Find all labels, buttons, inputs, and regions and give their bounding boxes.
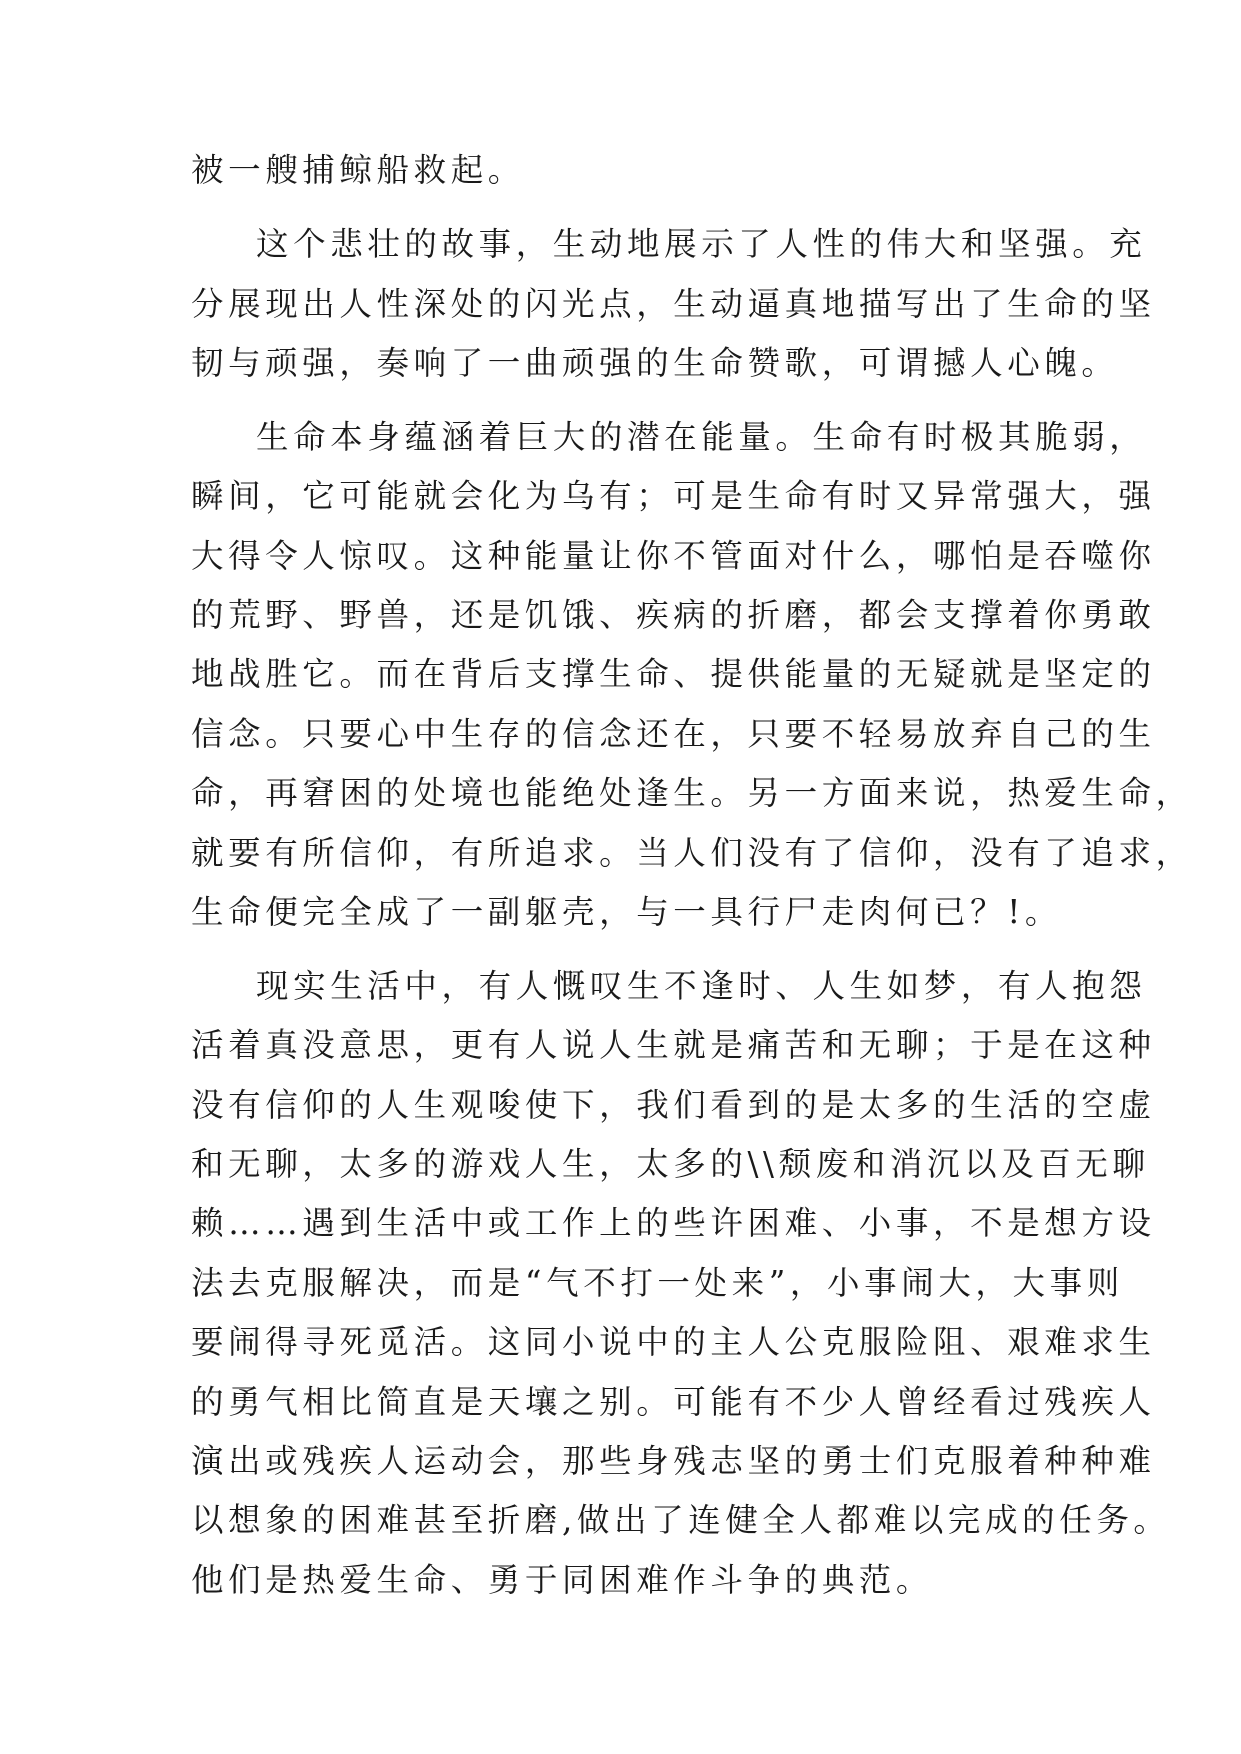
- text-line: 就要有所信仰，有所追求。当人们没有了信仰，没有了追求，: [191, 834, 1193, 872]
- text-line: 的勇气相比简直是天壤之别。可能有不少人曾经看过残疾人: [191, 1383, 1156, 1421]
- text-line: 活着真没意思，更有人说人生就是痛苦和无聊；于是在这种: [191, 1026, 1156, 1064]
- text-line: 以想象的困难甚至折磨,做出了连健全人都难以完成的任务。: [191, 1501, 1171, 1539]
- text-line: 韧与顽强，奏响了一曲顽强的生命赞歌，可谓撼人心魄。: [191, 344, 1119, 382]
- text-line: 的荒野、野兽，还是饥饿、疾病的折磨，都会支撑着你勇敢: [191, 596, 1156, 634]
- text-line: 被一艘捕鲸船救起。: [191, 151, 525, 189]
- text-line: 命，再窘困的处境也能绝处逢生。另一方面来说，热爱生命，: [191, 774, 1193, 812]
- text-line: 分展现出人性深处的闪光点，生动逼真地描写出了生命的坚: [191, 285, 1156, 323]
- text-line: 和无聊，太多的游戏人生，太多的\\颓废和消沉以及百无聊: [191, 1145, 1150, 1183]
- text-line: 赖……遇到生活中或工作上的些许困难、小事，不是想方设: [191, 1204, 1156, 1242]
- text-line: 大得令人惊叹。这种能量让你不管面对什么，哪怕是吞噬你: [191, 537, 1156, 575]
- text-line: 瞬间，它可能就会化为乌有；可是生命有时又异常强大，强: [191, 477, 1156, 515]
- text-line: 他们是热爱生命、勇于同困难作斗争的典范。: [191, 1561, 934, 1599]
- text-line: 信念。只要心中生存的信念还在，只要不轻易放弃自己的生: [191, 715, 1156, 753]
- text-line: 没有信仰的人生观唆使下，我们看到的是太多的生活的空虚: [191, 1086, 1156, 1124]
- text-line: 演出或残疾人运动会，那些身残志坚的勇士们克服着种种难: [191, 1442, 1156, 1480]
- text-line: 地战胜它。而在背后支撑生命、提供能量的无疑就是坚定的: [191, 655, 1156, 693]
- paragraph-first-line: 这个悲壮的故事，生动地展示了人性的伟大和坚强。充: [256, 225, 1147, 263]
- text-line: 生命便完全成了一副躯壳，与一具行尸走肉何已？!。: [191, 893, 1062, 931]
- text-line: 法去克服解决，而是“气不打一处来”，小事闹大，大事则: [191, 1264, 1124, 1302]
- paragraph-first-line: 生命本身蕴涵着巨大的潜在能量。生命有时极其脆弱，: [256, 418, 1147, 456]
- paragraph-first-line: 现实生活中，有人慨叹生不逢时、人生如梦，有人抱怨: [256, 967, 1147, 1005]
- text-line: 要闹得寻死觅活。这同小说中的主人公克服险阻、艰难求生: [191, 1323, 1156, 1361]
